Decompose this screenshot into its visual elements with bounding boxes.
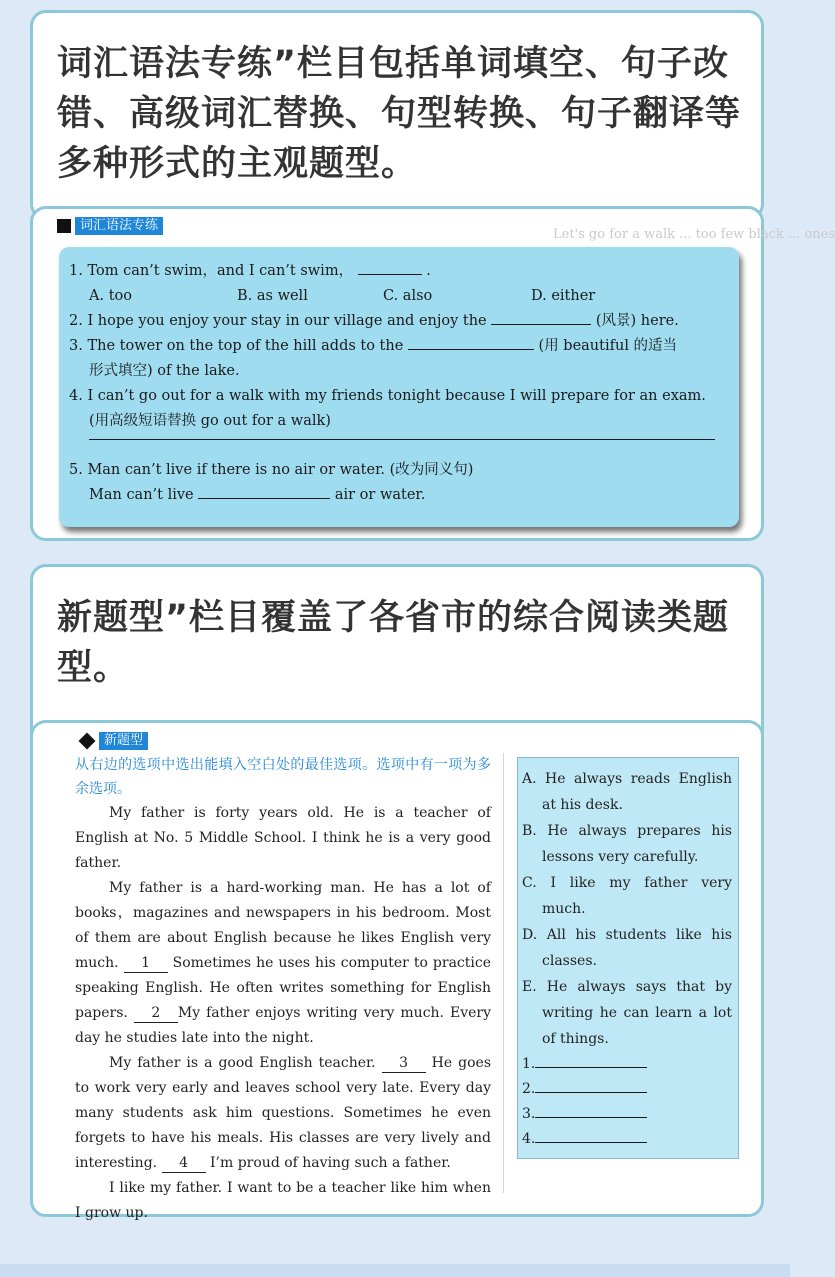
blank-1: 1 (124, 954, 168, 973)
blank-4: 4 (162, 1154, 206, 1173)
sample-page-vocabulary (30, 206, 835, 541)
option-c: C. also (383, 288, 433, 304)
option-a: A. He always reads English at his desk. (522, 771, 732, 813)
exercise-box (59, 247, 739, 527)
question-4: 4. I can’t go out for a walk with my friends tonight because I will prepare for an exam. (69, 388, 706, 404)
question-4-answer-line (89, 439, 715, 440)
instruction-text: 从右边的选项中选出能填入空白处的最佳选项。选项中有一项为多余选项。 (75, 757, 491, 797)
answer-blank (535, 1104, 647, 1118)
answer-blank (198, 485, 330, 499)
background-page-text: Let's go for a walk ... too few black ... ones (553, 227, 835, 242)
feature-heading-new-question-type: 新题型”栏目覆盖了各省市的综合阅读类题型。 (57, 598, 730, 688)
answer-line-1: 1. (522, 1052, 732, 1077)
option-d: D. either (531, 288, 596, 304)
question-3-continued: 形式填空) of the lake. (89, 363, 240, 379)
option-d: D. All his students like his classes. (522, 927, 732, 969)
section-tag-new-type (77, 732, 148, 750)
paragraph-2: My father is a hard-working man. He has a lot of books，magazines and newspapers in his bedroom. Most of them are about English because he likes English very much. 1 Sometimes he uses his computer to practice speaking English. He often writes something for English papers. 2 My father enjoys writing very much. Every day he studies late into the night. (75, 880, 492, 1046)
answer-line-2: 2. (522, 1077, 732, 1102)
option-e: E. He always says that by writing he can learn a lot of things. (522, 979, 732, 1047)
question-5-sentence: Man can’t live air or water. (89, 487, 426, 503)
section-tag-label: 词汇语法专练 (75, 217, 163, 235)
answer-blank (535, 1054, 647, 1068)
diamond-bullet-icon (79, 733, 96, 750)
sample-page-new-question-type (30, 720, 764, 1221)
footer-strip (0, 1264, 790, 1277)
option-c: C. I like my father very much. (522, 875, 732, 917)
question-2: 2. I hope you enjoy your stay in our village and enjoy the (风景) here. (69, 313, 679, 329)
question-3: 3. The tower on the top of the hill adds to the (用 beautiful 的适当 (69, 338, 678, 354)
column-divider (503, 753, 504, 1193)
option-b: B. as well (237, 288, 308, 304)
answer-blank (491, 311, 591, 325)
question-1: 1. Tom can’t swim，and I can’t swim， . (69, 263, 431, 279)
answer-blank (535, 1079, 647, 1093)
answer-line-4: 4. (522, 1127, 732, 1152)
option-b: B. He always prepares his lessons very carefully. (522, 823, 732, 865)
section-tag-label: 新题型 (99, 732, 148, 750)
question-5: 5. Man can’t live if there is no air or water. (改为同义句) (69, 462, 474, 478)
options-box (517, 757, 739, 1159)
answer-blank (358, 261, 422, 275)
feature-heading-vocabulary: 词汇语法专练”栏目包括单词填空、句子改错、高级词汇替换、句型转换、句子翻译等多种形式的主观题型。 (57, 44, 742, 184)
paragraph-4: I like my father. I want to be a teacher like him when I grow up. (75, 1180, 491, 1221)
feature-card-vocabulary (30, 10, 764, 220)
square-bullet-icon (57, 219, 71, 233)
question-4-instruction: (用高级短语替换 go out for a walk) (89, 413, 331, 429)
reading-passage (75, 753, 491, 1226)
answer-blank (535, 1129, 647, 1143)
paragraph-3: My father is a good English teacher. 3 He goes to work very early and leaves school very late. Every day many students ask him questions. Sometimes he even forgets to have his meals. His classes are very lively and interesting. 4 I’m proud of having such a father. (75, 1055, 492, 1171)
section-tag-vocabulary (57, 217, 163, 235)
answer-blank (408, 336, 534, 350)
blank-2: 2 (134, 1004, 178, 1023)
option-a: A. too (89, 288, 132, 304)
paragraph-1: My father is forty years old. He is a teacher of English at No. 5 Middle School. I think he is a very good father. (75, 805, 491, 871)
blank-3: 3 (382, 1054, 426, 1073)
answer-line-3: 3. (522, 1102, 732, 1127)
